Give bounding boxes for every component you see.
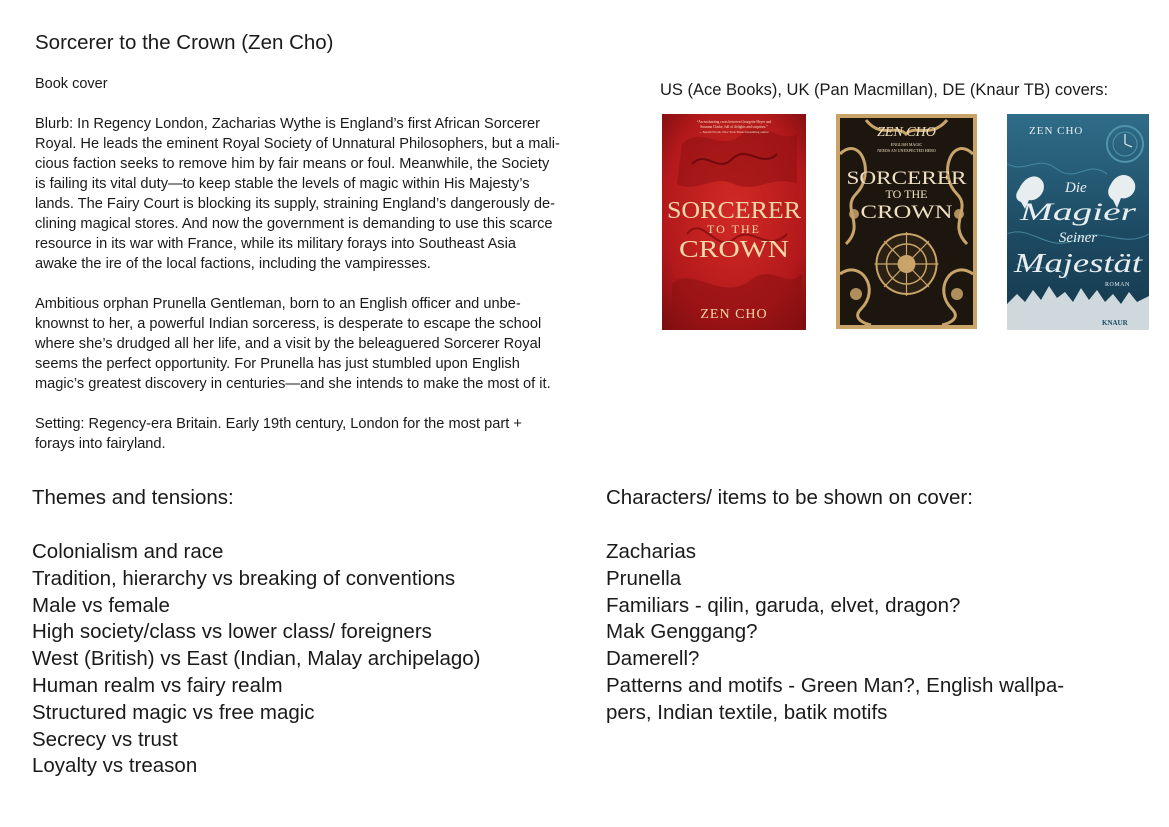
- us-cover-title: CROWN: [679, 237, 789, 263]
- blurb-line: is failing its vital duty—to keep stable the levels of magic within His Majesty’s: [35, 176, 530, 192]
- de-cover-author: ZEN CHO: [1029, 125, 1084, 137]
- uk-cover-tagline: NEEDS AN UNEXPECTED HERO: [877, 148, 936, 153]
- list-item: West (British) vs East (Indian, Malay archipelago): [32, 647, 481, 671]
- characters-heading: Characters/ items to be shown on cover:: [606, 486, 973, 509]
- us-cover-image: [662, 114, 806, 330]
- blurb-line: lands. The Fairy Court is blocking its supply, straining England’s dangerously de-: [35, 196, 555, 212]
- list-item: pers, Indian textile, batik motifs: [606, 700, 888, 724]
- uk-cover-tagline: ENGLISH MAGIC: [890, 142, 923, 147]
- themes-list: [32, 539, 481, 780]
- blurb-line: knownst to her, a powerful Indian sorceress, is desperate to escape the school: [35, 316, 542, 332]
- list-item: Familiars - qilin, garuda, elvet, dragon?: [606, 593, 961, 617]
- blurb-line: cious faction seeks to remove him by fair means or foul. Meanwhile, the Society: [35, 156, 550, 172]
- list-item: Male vs female: [32, 593, 170, 617]
- blurb-line: clining magical stores. And now the government is demanding to use this scarce: [35, 216, 553, 232]
- us-cover-blurb: “An enchanting cross between Georgette Heyer and: [696, 120, 772, 124]
- setting-line: forays into fairyland.: [35, 436, 166, 452]
- setting-paragraph: [35, 414, 645, 454]
- us-cover-blurb: Susanna Clarke, full of delights and surprises.”: [700, 125, 768, 129]
- list-item: Secrecy vs trust: [32, 727, 178, 751]
- us-cover-title: TO THE: [707, 222, 761, 236]
- de-cover-image: [1007, 114, 1149, 330]
- list-item: Prunella: [606, 566, 682, 590]
- blurb-line: awake the ire of the local factions, including the vampiresses.: [35, 256, 431, 272]
- list-item: Structured magic vs free magic: [32, 700, 315, 724]
- uk-cover-author: ZEN CHO: [877, 125, 936, 140]
- us-cover-blurb: —Naomi Novik, New York Times bestselling author: [699, 130, 769, 134]
- de-cover-title: Seiner: [1058, 230, 1098, 246]
- blurb-line: magic’s greatest discovery in centuries—and she intends to make the most of it.: [35, 376, 551, 392]
- list-item: Patterns and motifs - Green Man?, English wallpa-: [606, 673, 1065, 697]
- us-cover-author: ZEN CHO: [700, 307, 768, 322]
- blurb-line: Blurb: In Regency London, Zacharias Wythe is England’s first African Sorcerer: [35, 116, 540, 132]
- themes-heading: Themes and tensions:: [32, 486, 234, 509]
- uk-cover-title: SORCERER: [846, 168, 967, 189]
- uk-cover-image: [836, 114, 977, 329]
- uk-cover-title: TO THE: [885, 187, 928, 201]
- list-item: Damerell?: [606, 647, 700, 671]
- setting-line: Setting: Regency-era Britain. Early 19th century, London for the most part +: [35, 416, 522, 432]
- blurb-line: where she’s drudged all her life, and a visit by the beleaguered Sorcerer Royal: [35, 336, 541, 352]
- list-item: Loyalty vs treason: [32, 754, 198, 778]
- de-cover-publisher: KNAUR: [1102, 319, 1128, 327]
- list-item: Mak Genggang?: [606, 620, 758, 644]
- de-cover-title: Magier: [1018, 199, 1137, 226]
- page-subtitle: Book cover: [35, 76, 108, 92]
- characters-list: [606, 539, 1064, 727]
- de-cover-title: Majestät: [1012, 248, 1145, 278]
- list-item: Tradition, hierarchy vs breaking of conventions: [32, 566, 456, 590]
- uk-cover-title: CROWN: [860, 202, 953, 223]
- blurb-paragraph: [35, 114, 645, 274]
- list-item: High society/class vs lower class/ foreigners: [32, 620, 432, 644]
- blurb-line: Ambitious orphan Prunella Gentleman, born to an English officer and unbe-: [35, 296, 521, 312]
- blurb-line: seems the perfect opportunity. For Prunella has just stumbled upon English: [35, 356, 520, 372]
- blurb-line: resource in its war with France, while its military forays into Southeast Asia: [35, 236, 516, 252]
- list-item: Human realm vs fairy realm: [32, 673, 283, 697]
- de-cover-roman: ROMAN: [1105, 282, 1130, 288]
- list-item: Zacharias: [606, 540, 697, 563]
- de-cover-title: Die: [1065, 180, 1087, 196]
- us-cover-title: SORCERER: [667, 198, 801, 224]
- list-item: Colonialism and race: [32, 540, 224, 563]
- page-title: Sorcerer to the Crown (Zen Cho): [35, 31, 334, 54]
- covers-heading: US (Ace Books), UK (Pan Macmillan), DE (Knaur TB) covers:: [660, 81, 1109, 99]
- blurb-paragraph-2: [35, 294, 645, 394]
- blurb-line: Royal. He leads the eminent Royal Society of Unnatural Philosophers, but a mali-: [35, 136, 560, 152]
